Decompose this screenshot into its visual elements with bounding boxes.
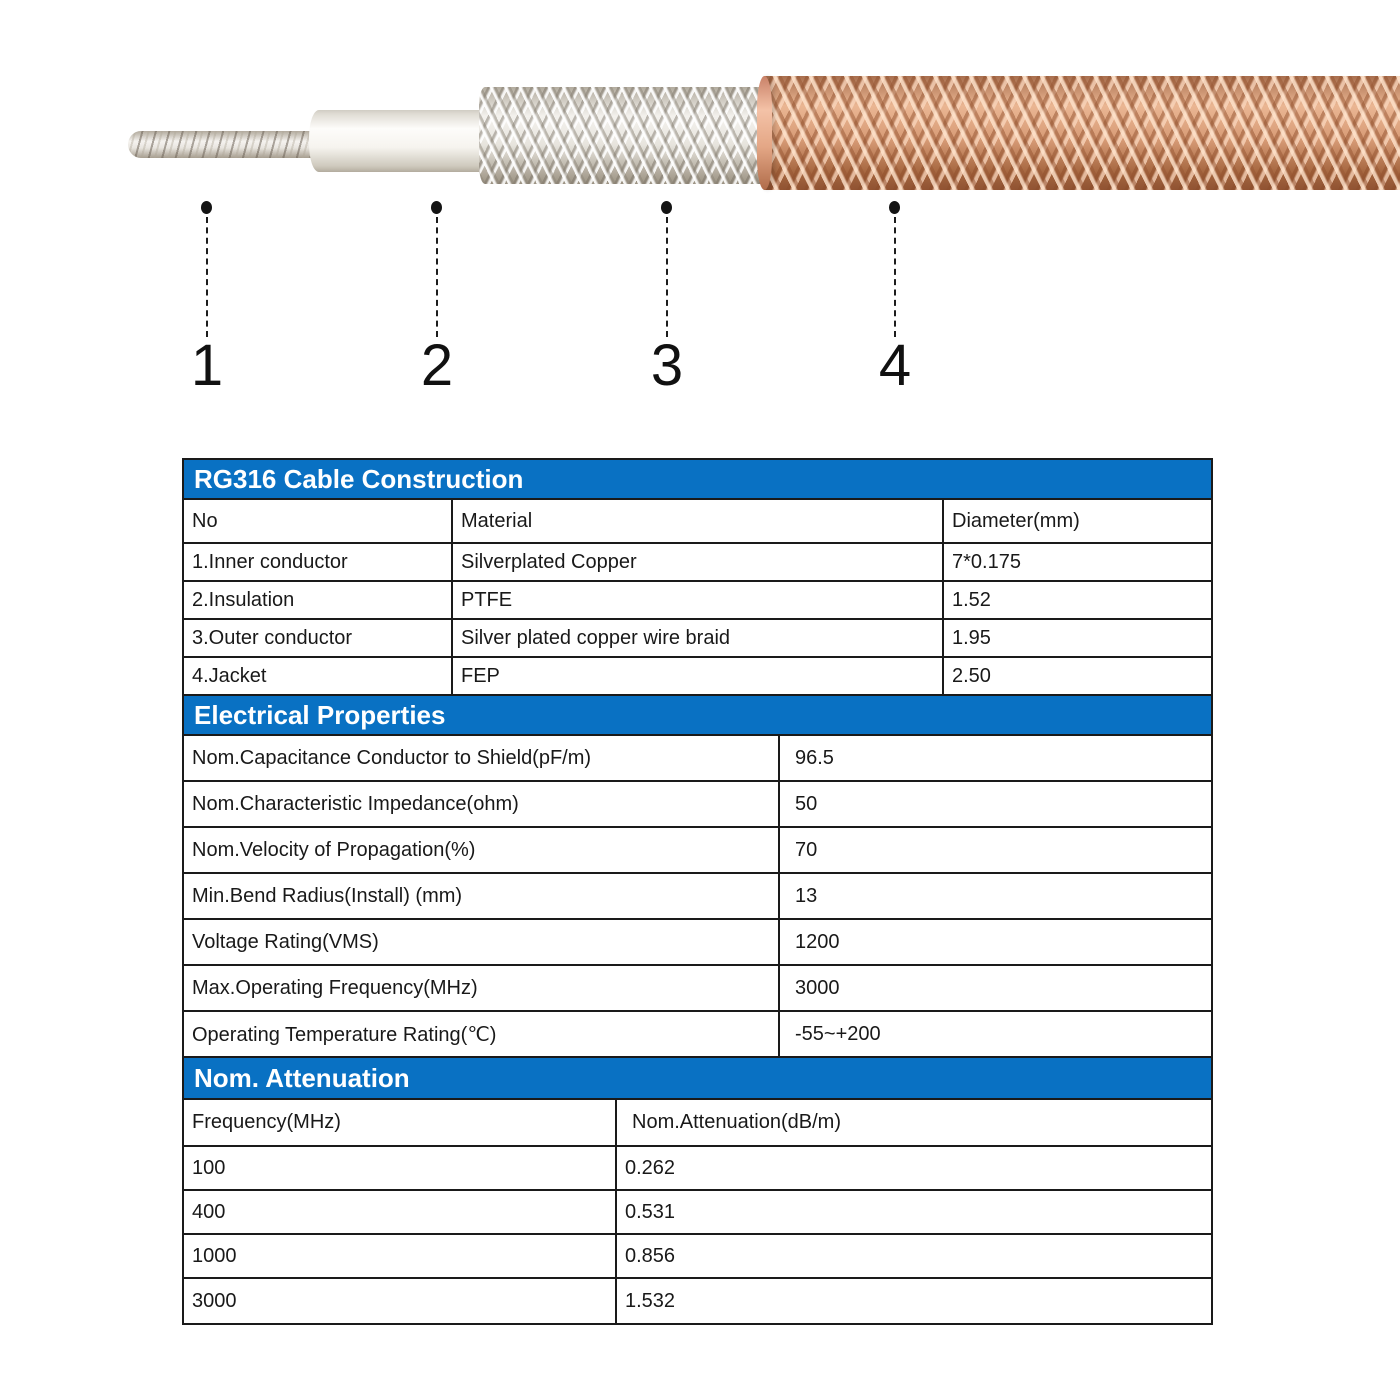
callout-dot-icon: [661, 201, 672, 214]
cable-photo: [0, 0, 1400, 200]
attenuation-table-title: Nom. Attenuation: [184, 1058, 1211, 1100]
electrical-property: Nom.Capacitance Conductor to Shield(pF/m): [184, 736, 780, 780]
construction-no: 3.Outer conductor: [184, 620, 453, 656]
table-row: [184, 620, 1211, 658]
callout-dot-icon: [431, 201, 442, 214]
table-row: [184, 966, 1211, 1012]
electrical-property: Min.Bend Radius(Install) (mm): [184, 874, 780, 918]
electrical-value: -55~+200: [795, 1022, 881, 1045]
table-row: [184, 1235, 1211, 1279]
callout-number: 1: [190, 333, 224, 398]
attenuation-frequency: 100: [184, 1147, 617, 1189]
table-row: [184, 874, 1211, 920]
table-row: [184, 920, 1211, 966]
electrical-value: 13: [795, 884, 818, 907]
callout-dot-icon: [889, 201, 900, 214]
table-row: [184, 1147, 1211, 1191]
construction-header-row: [184, 500, 1211, 544]
callout-number: 3: [650, 333, 684, 398]
table-row: [184, 1012, 1211, 1058]
electrical-property: Nom.Characteristic Impedance(ohm): [184, 782, 780, 826]
construction-no: 2.Insulation: [184, 582, 453, 618]
table-row: [184, 828, 1211, 874]
attenuation-frequency: 400: [184, 1191, 617, 1233]
insulation-layer: [309, 110, 493, 172]
spec-tables: [182, 458, 1213, 1325]
callout-number: 4: [878, 333, 912, 398]
construction-header-no: No: [184, 500, 453, 542]
construction-material: Silver plated copper wire braid: [453, 620, 944, 656]
construction-header-material: Material: [453, 500, 944, 542]
table-row: [184, 1191, 1211, 1235]
electrical-value: 96.5: [795, 746, 834, 769]
electrical-property: Max.Operating Frequency(MHz): [184, 966, 780, 1010]
jacket-layer: [757, 76, 1400, 190]
table-row: [184, 582, 1211, 620]
attenuation-value: 1.532: [625, 1289, 676, 1312]
attenuation-header-frequency: Frequency(MHz): [184, 1100, 617, 1145]
construction-no: 1.Inner conductor: [184, 544, 453, 580]
construction-table-title: RG316 Cable Construction: [184, 460, 1211, 500]
attenuation-frequency: 1000: [184, 1235, 617, 1277]
table-row: [184, 782, 1211, 828]
construction-material: FEP: [453, 658, 944, 694]
electrical-value: 70: [795, 838, 818, 861]
table-row: [184, 544, 1211, 582]
attenuation-frequency: 3000: [184, 1279, 617, 1323]
table-row: [184, 736, 1211, 782]
outer-conductor-braid-layer: [479, 87, 765, 184]
construction-header-diameter: Diameter(mm): [952, 509, 1080, 532]
attenuation-value: 0.531: [625, 1200, 676, 1223]
callout-line: [436, 217, 438, 337]
attenuation-value: 0.262: [625, 1156, 676, 1179]
construction-no: 4.Jacket: [184, 658, 453, 694]
callout-line: [666, 217, 668, 337]
electrical-value: 3000: [795, 976, 840, 999]
construction-diameter: 1.52: [952, 588, 991, 611]
inner-conductor-layer: [128, 131, 328, 158]
electrical-property: Operating Temperature Rating(℃): [184, 1012, 780, 1056]
callout-line: [894, 217, 896, 337]
electrical-table-title: Electrical Properties: [184, 696, 1211, 736]
attenuation-header-row: [184, 1100, 1211, 1147]
callout-number: 2: [420, 333, 454, 398]
construction-diameter: 1.95: [952, 626, 991, 649]
construction-material: PTFE: [453, 582, 944, 618]
electrical-property: Nom.Velocity of Propagation(%): [184, 828, 780, 872]
attenuation-value: 0.856: [625, 1244, 676, 1267]
construction-diameter: 7*0.175: [952, 550, 1021, 573]
table-row: [184, 658, 1211, 696]
electrical-value: 50: [795, 792, 818, 815]
construction-material: Silverplated Copper: [453, 544, 944, 580]
attenuation-header-attenuation: Nom.Attenuation(dB/m): [632, 1111, 841, 1133]
electrical-value: 1200: [795, 930, 840, 953]
construction-diameter: 2.50: [952, 664, 991, 687]
callout-dot-icon: [201, 201, 212, 214]
electrical-property: Voltage Rating(VMS): [184, 920, 780, 964]
table-row: [184, 1279, 1211, 1323]
callout-line: [206, 217, 208, 337]
